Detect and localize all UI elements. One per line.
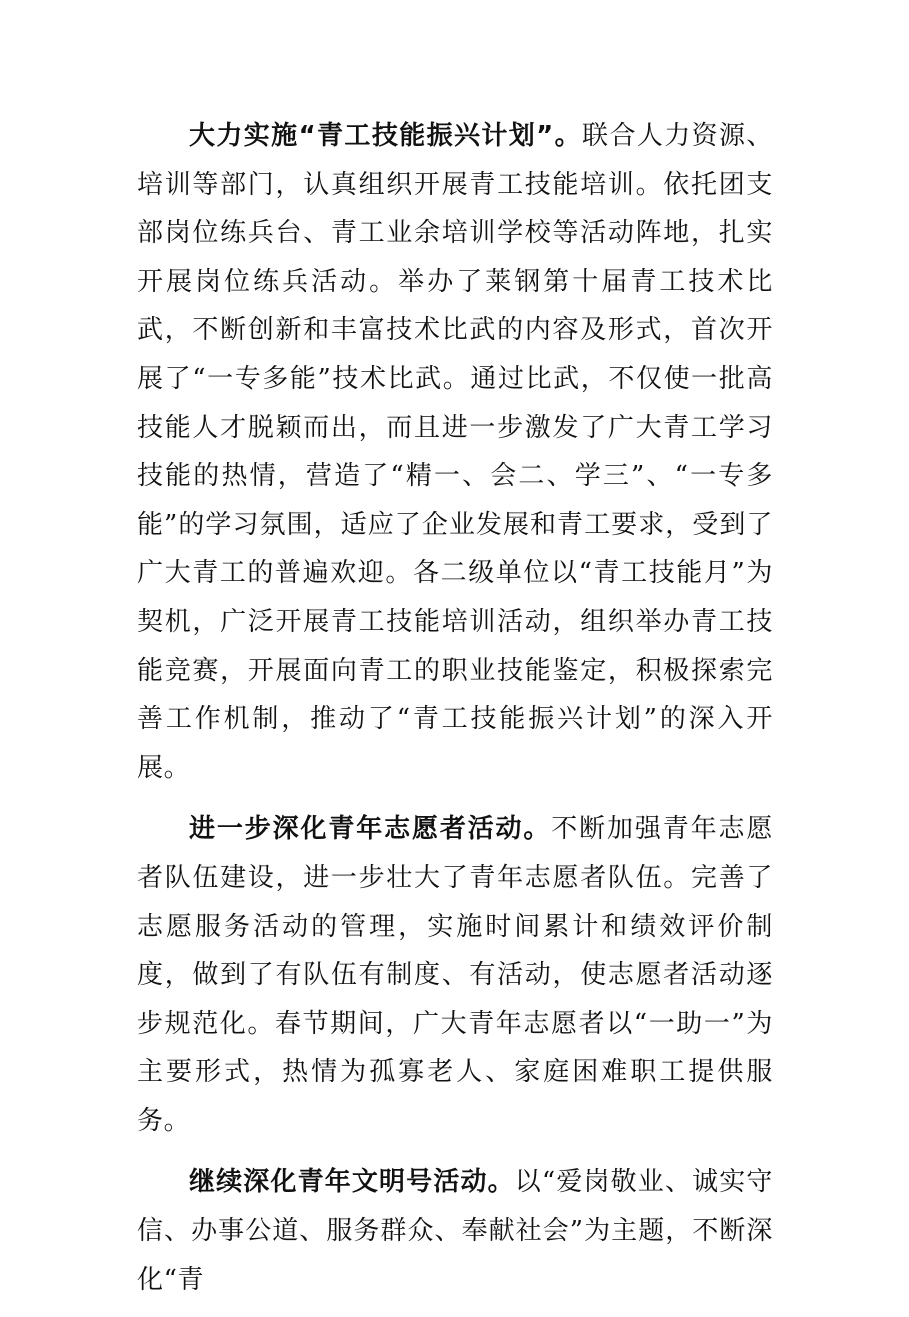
- paragraph-body: 以“爱岗敬业、诚实守信、办事公道、服务群众、奉献社会”为主题，不断深化“青: [137, 1167, 774, 1295]
- paragraph-volunteers: [137, 805, 773, 1145]
- paragraph-body: 不断加强青年志愿者队伍建设，进一步壮大了青年志愿者队伍。完善了志愿服务活动的管理，实施时间累计和绩效评价制度，做到了有队伍有制度、有活动，使志愿者活动逐步规范化。春节期间，广大青年志愿者以“一助一”为主要形式，热情为孤寡老人、家庭困难职工提供服务。: [137, 814, 773, 1136]
- paragraph-heading: 大力实施“青工技能振兴计划”。: [189, 121, 583, 151]
- paragraph-heading: 继续深化青年文明号活动。: [189, 1167, 515, 1198]
- paragraph-civilization: [137, 1158, 773, 1304]
- paragraph-body: 联合人力资源、培训等部门，认真组织开展青工技能培训。依托团支部岗位练兵台、青工业余培训学校等活动阵地，扎实开展岗位练兵活动。举办了莱钢第十届青工技术比武，不断创新和丰富技术比武的内容及形式，首次开展了“一专多能”技术比武。通过比武，不仅使一批高技能人才脱颖而出，而且进一步激发了广大青工学习技能的热情，营造了“精一、会二、学三”、“一专多能”的学习氛围，适应了企业发展和青工要求，受到了广大青工的普遍欢迎。各二级单位以“青工技能月”为契机，广泛开展青工技能培训活动，组织举办青工技能竞赛，开展面向青工的职业技能鉴定，积极探索完善工作机制，推动了“青工技能振兴计划”的深入开展。: [137, 121, 773, 783]
- paragraph-heading: 进一步深化青年志愿者活动。: [189, 814, 552, 845]
- paragraph-skills-plan: [137, 112, 773, 792]
- document-page: [137, 112, 773, 1317]
